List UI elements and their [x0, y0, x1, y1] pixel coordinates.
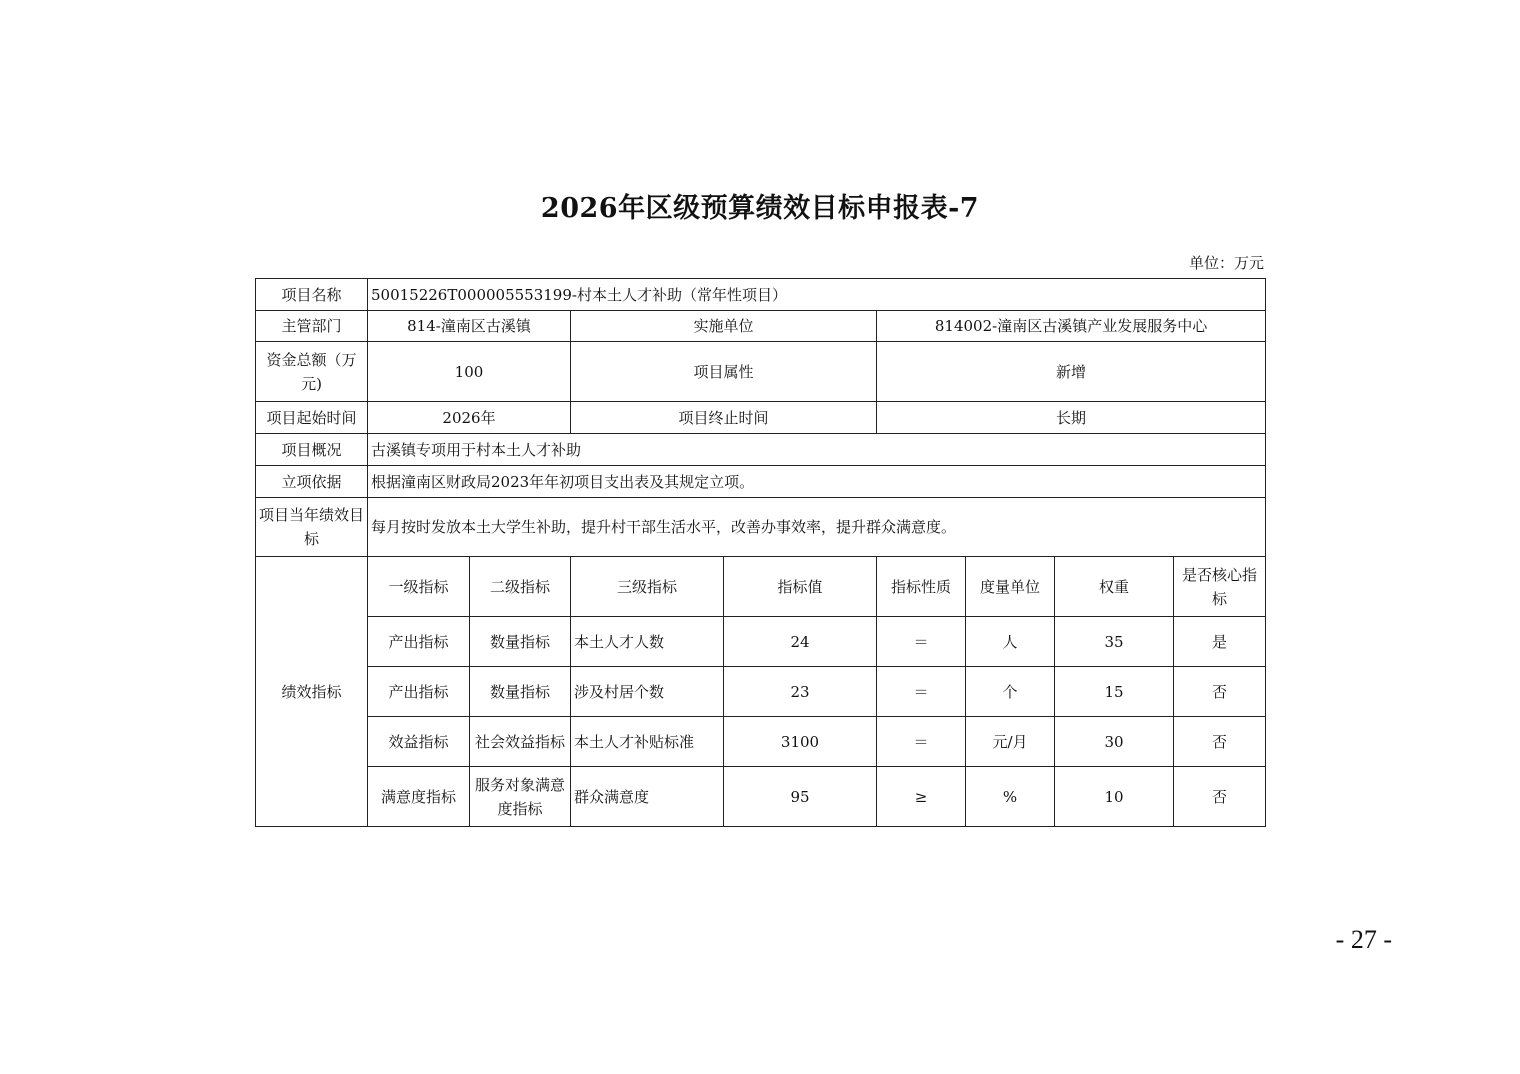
header-level2: 二级指标: [470, 557, 571, 617]
indicator-unit: 个: [966, 667, 1055, 717]
performance-target-table: [255, 278, 1266, 827]
indicator-level2: 社会效益指标: [470, 717, 571, 767]
indicator-nature: ＝: [877, 717, 966, 767]
indicator-unit: 元/月: [966, 717, 1055, 767]
row-overview: [256, 434, 1266, 466]
value-overview: 古溪镇专项用于村本土人才补助: [368, 434, 1266, 466]
indicator-level1: 产出指标: [368, 667, 470, 717]
header-level1: 一级指标: [368, 557, 470, 617]
row-basis: [256, 466, 1266, 498]
label-annual-goal: 项目当年绩效目标: [256, 498, 368, 557]
header-unit: 度量单位: [966, 557, 1055, 617]
indicator-row: [256, 667, 1266, 717]
indicator-value: 23: [724, 667, 877, 717]
indicator-weight: 15: [1055, 667, 1174, 717]
header-nature: 指标性质: [877, 557, 966, 617]
header-level3: 三级指标: [571, 557, 724, 617]
row-annual-goal: [256, 498, 1266, 557]
indicator-level1: 效益指标: [368, 717, 470, 767]
indicator-nature: ＝: [877, 667, 966, 717]
indicator-row: [256, 717, 1266, 767]
indicator-unit: %: [966, 767, 1055, 827]
value-project-name: 50015226T000005553199-村本土人才补助（常年性项目）: [368, 279, 1266, 311]
label-total-funds: 资金总额（万元): [256, 342, 368, 402]
value-total-funds: 100: [368, 342, 571, 402]
value-start-time: 2026年: [368, 402, 571, 434]
label-perf-indicators: 绩效指标: [256, 557, 368, 827]
indicator-level2: 数量指标: [470, 667, 571, 717]
indicator-level2: 服务对象满意度指标: [470, 767, 571, 827]
indicator-level3: 涉及村居个数: [571, 667, 724, 717]
value-end-time: 长期: [877, 402, 1266, 434]
indicator-weight: 30: [1055, 717, 1174, 767]
indicator-level2: 数量指标: [470, 617, 571, 667]
value-annual-goal: 每月按时发放本土大学生补助，提升村干部生活水平，改善办事效率，提升群众满意度。: [368, 498, 1266, 557]
document-title: 2026年区级预算绩效目标申报表-7: [540, 193, 980, 224]
row-time: [256, 402, 1266, 434]
indicator-core: 否: [1174, 717, 1266, 767]
label-overview: 项目概况: [256, 434, 368, 466]
header-core: 是否核心指标: [1174, 557, 1266, 617]
indicator-core: 否: [1174, 667, 1266, 717]
label-impl-unit: 实施单位: [571, 311, 877, 342]
header-value: 指标值: [724, 557, 877, 617]
header-weight: 权重: [1055, 557, 1174, 617]
row-total-funds: [256, 342, 1266, 402]
indicator-weight: 35: [1055, 617, 1174, 667]
page-number: - 27 -: [1335, 925, 1392, 954]
indicator-value: 24: [724, 617, 877, 667]
indicator-nature: ≥: [877, 767, 966, 827]
indicator-core: 否: [1174, 767, 1266, 827]
label-basis: 立项依据: [256, 466, 368, 498]
indicator-row: [256, 767, 1266, 827]
value-department: 814-潼南区古溪镇: [368, 311, 571, 342]
row-department: [256, 311, 1266, 342]
value-project-attr: 新增: [877, 342, 1266, 402]
label-start-time: 项目起始时间: [256, 402, 368, 434]
indicator-level3: 本土人才补贴标准: [571, 717, 724, 767]
indicator-level3: 本土人才人数: [571, 617, 724, 667]
value-basis: 根据潼南区财政局2023年年初项目支出表及其规定立项。: [368, 466, 1266, 498]
label-department: 主管部门: [256, 311, 368, 342]
indicator-level1: 产出指标: [368, 617, 470, 667]
indicator-nature: ＝: [877, 617, 966, 667]
indicator-row: [256, 617, 1266, 667]
value-impl-unit: 814002-潼南区古溪镇产业发展服务中心: [877, 311, 1266, 342]
indicator-core: 是: [1174, 617, 1266, 667]
unit-label: 单位：万元: [1188, 254, 1264, 272]
indicator-unit: 人: [966, 617, 1055, 667]
indicator-level3: 群众满意度: [571, 767, 724, 827]
indicator-level1: 满意度指标: [368, 767, 470, 827]
indicator-header-row: [256, 557, 1266, 617]
row-project-name: [256, 279, 1266, 311]
indicator-weight: 10: [1055, 767, 1174, 827]
label-project-attr: 项目属性: [571, 342, 877, 402]
indicator-value: 3100: [724, 717, 877, 767]
indicator-value: 95: [724, 767, 877, 827]
label-project-name: 项目名称: [256, 279, 368, 311]
label-end-time: 项目终止时间: [571, 402, 877, 434]
